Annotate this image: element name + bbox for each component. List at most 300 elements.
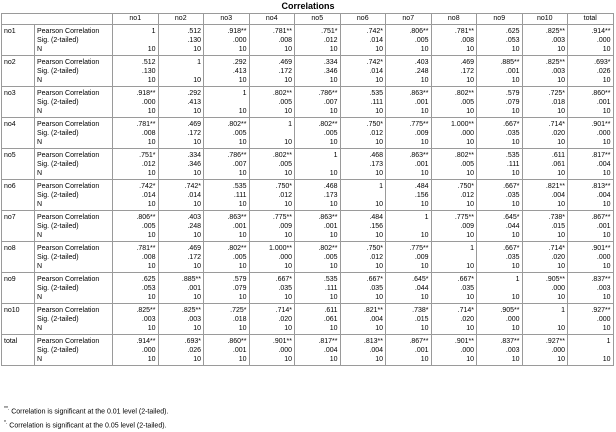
column-header: no5: [295, 14, 341, 25]
cell-value: 10: [477, 107, 523, 118]
cell-value: .003: [158, 315, 204, 324]
cell-value: 10: [522, 293, 568, 304]
cell-value: .775**: [386, 118, 432, 130]
cell-value: .860**: [568, 87, 614, 99]
cell-value: .867**: [386, 335, 432, 347]
cell-value: 10: [568, 76, 614, 87]
stat-label: Sig. (2-tailed): [35, 67, 113, 76]
column-header: no1: [113, 14, 159, 25]
stat-label: Sig. (2-tailed): [35, 346, 113, 355]
cell-value: .012: [295, 36, 341, 45]
cell-value: .781**: [113, 242, 159, 254]
cell-value: 10: [568, 324, 614, 335]
cell-value: 10: [522, 262, 568, 273]
cell-value: 10: [295, 45, 341, 56]
row-label: [2, 293, 35, 304]
cell-value: .802**: [249, 149, 295, 161]
cell-value: .026: [158, 346, 204, 355]
cell-value: 10: [340, 231, 386, 242]
stat-label: N: [35, 293, 113, 304]
cell-value: 10: [113, 45, 159, 56]
cell-value: [340, 191, 386, 200]
stat-label: N: [35, 262, 113, 273]
footnote-marker: *.: [4, 420, 8, 426]
cell-value: .645*: [386, 273, 432, 285]
cell-value: 10: [204, 262, 250, 273]
cell-value: .901**: [568, 242, 614, 254]
cell-value: .172: [431, 67, 477, 76]
stat-label: N: [35, 138, 113, 149]
cell-value: .005: [249, 98, 295, 107]
cell-value: .802**: [204, 242, 250, 254]
cell-value: .469: [158, 118, 204, 130]
cell-value: 10: [340, 293, 386, 304]
cell-value: .535: [204, 180, 250, 192]
stat-label: N: [35, 355, 113, 366]
cell-value: .008: [431, 36, 477, 45]
table-row: [2, 262, 614, 273]
cell-value: 10: [340, 107, 386, 118]
cell-value: .914**: [113, 335, 159, 347]
cell-value: 1: [158, 56, 204, 68]
cell-value: 10: [522, 324, 568, 335]
cell-value: .018: [522, 98, 568, 107]
cell-value: 10: [295, 262, 341, 273]
cell-value: 10: [386, 231, 432, 242]
row-label: total: [2, 335, 35, 347]
stat-label: Sig. (2-tailed): [35, 315, 113, 324]
cell-value: .044: [386, 284, 432, 293]
stat-label: Pearson Correlation: [35, 25, 113, 37]
cell-value: .130: [113, 67, 159, 76]
cell-value: .817**: [568, 149, 614, 161]
table-row: [2, 129, 614, 138]
cell-value: [113, 36, 159, 45]
stat-label: N: [35, 324, 113, 335]
stat-label: Pearson Correlation: [35, 149, 113, 161]
table-row: [2, 138, 614, 149]
cell-value: .035: [249, 284, 295, 293]
cell-value: .020: [431, 315, 477, 324]
table-row: [2, 231, 614, 242]
stat-label: Pearson Correlation: [35, 304, 113, 316]
cell-value: .009: [386, 253, 432, 262]
cell-value: .802**: [431, 149, 477, 161]
cell-value: .000: [249, 346, 295, 355]
table-row: [2, 335, 614, 347]
cell-value: 10: [522, 76, 568, 87]
cell-value: 10: [249, 76, 295, 87]
cell-value: .535: [340, 87, 386, 99]
cell-value: .003: [568, 284, 614, 293]
cell-value: .000: [477, 315, 523, 324]
stat-label: Sig. (2-tailed): [35, 98, 113, 107]
column-header: no10: [522, 14, 568, 25]
cell-value: [386, 222, 432, 231]
table-row: [2, 36, 614, 45]
cell-value: 10: [386, 355, 432, 366]
row-label: no7: [2, 211, 35, 223]
stat-label: Pearson Correlation: [35, 87, 113, 99]
cell-value: .918**: [204, 25, 250, 37]
row-label: [2, 76, 35, 87]
cell-value: 10: [204, 138, 250, 149]
cell-value: .860**: [204, 335, 250, 347]
column-header: no3: [204, 14, 250, 25]
table-title: Correlations: [281, 1, 335, 11]
cell-value: .742*: [340, 56, 386, 68]
cell-value: .837**: [568, 273, 614, 285]
row-label: [2, 98, 35, 107]
cell-value: .802**: [249, 87, 295, 99]
cell-value: .742*: [158, 180, 204, 192]
cell-value: .469: [158, 242, 204, 254]
cell-value: .292: [204, 56, 250, 68]
cell-value: .000: [249, 253, 295, 262]
stat-label: Pearson Correlation: [35, 118, 113, 130]
cell-value: .172: [158, 129, 204, 138]
cell-value: .750*: [340, 242, 386, 254]
cell-value: 10: [249, 355, 295, 366]
cell-value: 10: [295, 138, 341, 149]
cell-value: .863**: [295, 211, 341, 223]
cell-value: 10: [249, 231, 295, 242]
cell-value: 10: [204, 355, 250, 366]
row-label: no10: [2, 304, 35, 316]
cell-value: .775**: [249, 211, 295, 223]
cell-value: .009: [249, 222, 295, 231]
cell-value: .885**: [158, 273, 204, 285]
cell-value: .802**: [431, 87, 477, 99]
cell-value: 10: [568, 231, 614, 242]
cell-value: 10: [340, 200, 386, 211]
cell-value: 10: [158, 324, 204, 335]
cell-value: 10: [113, 169, 159, 180]
cell-value: .008: [113, 129, 159, 138]
cell-value: 10: [158, 107, 204, 118]
cell-value: .020: [249, 315, 295, 324]
cell-value: .005: [249, 160, 295, 169]
header-corner: [2, 14, 113, 25]
stat-label: N: [35, 200, 113, 211]
cell-value: 10: [477, 355, 523, 366]
table-row: [2, 211, 614, 223]
cell-value: .863**: [204, 211, 250, 223]
row-label: no4: [2, 118, 35, 130]
cell-value: .004: [295, 346, 341, 355]
row-label: no3: [2, 87, 35, 99]
cell-value: .905**: [522, 273, 568, 285]
cell-value: 10: [113, 76, 159, 87]
table-row: [2, 242, 614, 254]
cell-value: .004: [340, 315, 386, 324]
row-label: [2, 169, 35, 180]
cell-value: 10: [204, 107, 250, 118]
cell-value: .786**: [295, 87, 341, 99]
table-row: [2, 200, 614, 211]
cell-value: .918**: [113, 87, 159, 99]
cell-value: 10: [522, 107, 568, 118]
cell-value: .012: [340, 129, 386, 138]
cell-value: 10: [158, 45, 204, 56]
cell-value: .714*: [522, 242, 568, 254]
column-header: no8: [431, 14, 477, 25]
cell-value: 10: [568, 169, 614, 180]
header-row: [2, 14, 614, 25]
cell-value: .825**: [158, 304, 204, 316]
cell-value: .009: [431, 222, 477, 231]
cell-value: 1: [522, 304, 568, 316]
cell-value: 10: [431, 324, 477, 335]
cell-value: .825**: [522, 56, 568, 68]
cell-value: 10: [340, 262, 386, 273]
table-row: [2, 253, 614, 262]
cell-value: .012: [340, 253, 386, 262]
cell-value: .802**: [295, 118, 341, 130]
cell-value: .000: [204, 36, 250, 45]
stat-label: Sig. (2-tailed): [35, 191, 113, 200]
cell-value: .725*: [522, 87, 568, 99]
row-label: [2, 67, 35, 76]
cell-value: 10: [568, 138, 614, 149]
row-label: no2: [2, 56, 35, 68]
row-label: [2, 222, 35, 231]
stat-label: N: [35, 76, 113, 87]
cell-value: 10: [204, 200, 250, 211]
cell-value: 10: [568, 107, 614, 118]
cell-value: 10: [568, 355, 614, 366]
cell-value: 10: [249, 138, 295, 149]
cell-value: .693*: [158, 335, 204, 347]
cell-value: .403: [386, 56, 432, 68]
cell-value: .000: [431, 346, 477, 355]
table-row: [2, 324, 614, 335]
cell-value: 10: [113, 293, 159, 304]
cell-value: .012: [113, 160, 159, 169]
cell-value: .035: [477, 191, 523, 200]
cell-value: .750*: [249, 180, 295, 192]
cell-value: .927**: [522, 335, 568, 347]
footnote-005: [4, 419, 167, 430]
cell-value: .806**: [113, 211, 159, 223]
cell-value: .512: [113, 56, 159, 68]
cell-value: 10: [477, 45, 523, 56]
cell-value: .346: [158, 160, 204, 169]
cell-value: .469: [431, 56, 477, 68]
cell-value: 1: [340, 180, 386, 192]
cell-value: .403: [158, 211, 204, 223]
stat-label: Sig. (2-tailed): [35, 129, 113, 138]
table-row: [2, 169, 614, 180]
cell-value: .053: [113, 284, 159, 293]
cell-value: .775**: [386, 242, 432, 254]
cell-value: 10: [568, 200, 614, 211]
cell-value: .111: [204, 191, 250, 200]
cell-value: 10: [340, 138, 386, 149]
cell-value: 10: [158, 293, 204, 304]
cell-value: .821**: [522, 180, 568, 192]
cell-value: .346: [295, 67, 341, 76]
cell-value: 10: [568, 293, 614, 304]
row-label: [2, 315, 35, 324]
cell-value: 10: [113, 200, 159, 211]
cell-value: 10: [204, 231, 250, 242]
row-label: [2, 324, 35, 335]
cell-value: 10: [477, 76, 523, 87]
cell-value: 10: [249, 324, 295, 335]
cell-value: 10: [477, 324, 523, 335]
cell-value: .156: [386, 191, 432, 200]
cell-value: 10: [113, 262, 159, 273]
cell-value: .413: [204, 67, 250, 76]
cell-value: 10: [431, 76, 477, 87]
table-row: [2, 45, 614, 56]
cell-value: 1: [431, 242, 477, 254]
table-row: [2, 180, 614, 192]
cell-value: 10: [340, 76, 386, 87]
cell-value: 10: [522, 169, 568, 180]
cell-value: [295, 160, 341, 169]
cell-value: .000: [522, 346, 568, 355]
cell-value: 10: [522, 45, 568, 56]
cell-value: 10: [295, 200, 341, 211]
table-body: [2, 25, 614, 366]
table-row: [2, 107, 614, 118]
cell-value: .053: [477, 36, 523, 45]
cell-value: .625: [477, 25, 523, 37]
cell-value: .015: [522, 222, 568, 231]
cell-value: 10: [204, 293, 250, 304]
cell-value: .535: [295, 273, 341, 285]
cell-value: .044: [477, 222, 523, 231]
stat-label: N: [35, 45, 113, 56]
cell-value: .248: [158, 222, 204, 231]
table-row: [2, 304, 614, 316]
table-row: [2, 160, 614, 169]
cell-value: .001: [568, 98, 614, 107]
cell-value: .001: [158, 284, 204, 293]
cell-value: 10: [158, 200, 204, 211]
cell-value: .714*: [249, 304, 295, 316]
stat-label: N: [35, 107, 113, 118]
cell-value: 10: [249, 200, 295, 211]
table-row: [2, 87, 614, 99]
cell-value: 10: [113, 231, 159, 242]
cell-value: 10: [113, 138, 159, 149]
cell-value: .867**: [568, 211, 614, 223]
cell-value: .130: [158, 36, 204, 45]
cell-value: .000: [113, 98, 159, 107]
row-label: [2, 107, 35, 118]
table-row: [2, 118, 614, 130]
stat-label: Pearson Correlation: [35, 56, 113, 68]
cell-value: .775**: [431, 211, 477, 223]
cell-value: 10: [431, 293, 477, 304]
cell-value: .020: [522, 129, 568, 138]
cell-value: .172: [158, 253, 204, 262]
cell-value: .901**: [249, 335, 295, 347]
cell-value: .468: [295, 180, 341, 192]
cell-value: 10: [386, 200, 432, 211]
cell-value: 10: [477, 200, 523, 211]
cell-value: .172: [249, 67, 295, 76]
cell-value: .611: [295, 304, 341, 316]
cell-value: .751*: [295, 25, 341, 37]
stat-label: Sig. (2-tailed): [35, 253, 113, 262]
row-label: [2, 253, 35, 262]
cell-value: .173: [340, 160, 386, 169]
cell-value: 10: [295, 324, 341, 335]
table-row: [2, 191, 614, 200]
table-row: [2, 273, 614, 285]
stat-label: Pearson Correlation: [35, 180, 113, 192]
row-label: [2, 355, 35, 366]
cell-value: 10: [295, 293, 341, 304]
cell-value: 10: [249, 293, 295, 304]
cell-value: .000: [431, 129, 477, 138]
cell-value: .901**: [568, 118, 614, 130]
row-label: [2, 284, 35, 293]
row-label: [2, 231, 35, 242]
cell-value: .005: [431, 160, 477, 169]
cell-value: .334: [158, 149, 204, 161]
cell-value: .026: [568, 67, 614, 76]
cell-value: [158, 67, 204, 76]
cell-value: .813**: [568, 180, 614, 192]
cell-value: .004: [568, 191, 614, 200]
cell-value: 10: [431, 355, 477, 366]
row-label: [2, 262, 35, 273]
cell-value: .003: [522, 67, 568, 76]
row-label: [2, 346, 35, 355]
cell-value: .579: [477, 87, 523, 99]
cell-value: .015: [386, 315, 432, 324]
cell-value: [477, 284, 523, 293]
cell-value: .000: [522, 284, 568, 293]
cell-value: .020: [522, 253, 568, 262]
cell-value: .725*: [204, 304, 250, 316]
cell-value: 10: [522, 138, 568, 149]
cell-value: .035: [340, 284, 386, 293]
stat-label: Pearson Correlation: [35, 273, 113, 285]
cell-value: .005: [113, 222, 159, 231]
stat-label: Sig. (2-tailed): [35, 222, 113, 231]
row-label: no1: [2, 25, 35, 37]
cell-value: 10: [249, 45, 295, 56]
cell-value: 10: [522, 200, 568, 211]
cell-value: .005: [431, 98, 477, 107]
cell-value: .035: [477, 253, 523, 262]
cell-value: .905**: [477, 304, 523, 316]
cell-value: .001: [204, 346, 250, 355]
table-row: [2, 284, 614, 293]
stat-label: Pearson Correlation: [35, 211, 113, 223]
cell-value: 10: [158, 262, 204, 273]
cell-value: 10: [431, 169, 477, 180]
row-label: no5: [2, 149, 35, 161]
cell-value: .061: [522, 160, 568, 169]
cell-value: 10: [431, 200, 477, 211]
cell-value: 10: [431, 262, 477, 273]
cell-value: 10: [158, 138, 204, 149]
cell-value: .003: [477, 346, 523, 355]
stat-label: N: [35, 169, 113, 180]
cell-value: 10: [158, 76, 204, 87]
cell-value: 1: [477, 273, 523, 285]
cell-value: .863**: [386, 87, 432, 99]
column-header: no4: [249, 14, 295, 25]
cell-value: 1: [249, 118, 295, 130]
